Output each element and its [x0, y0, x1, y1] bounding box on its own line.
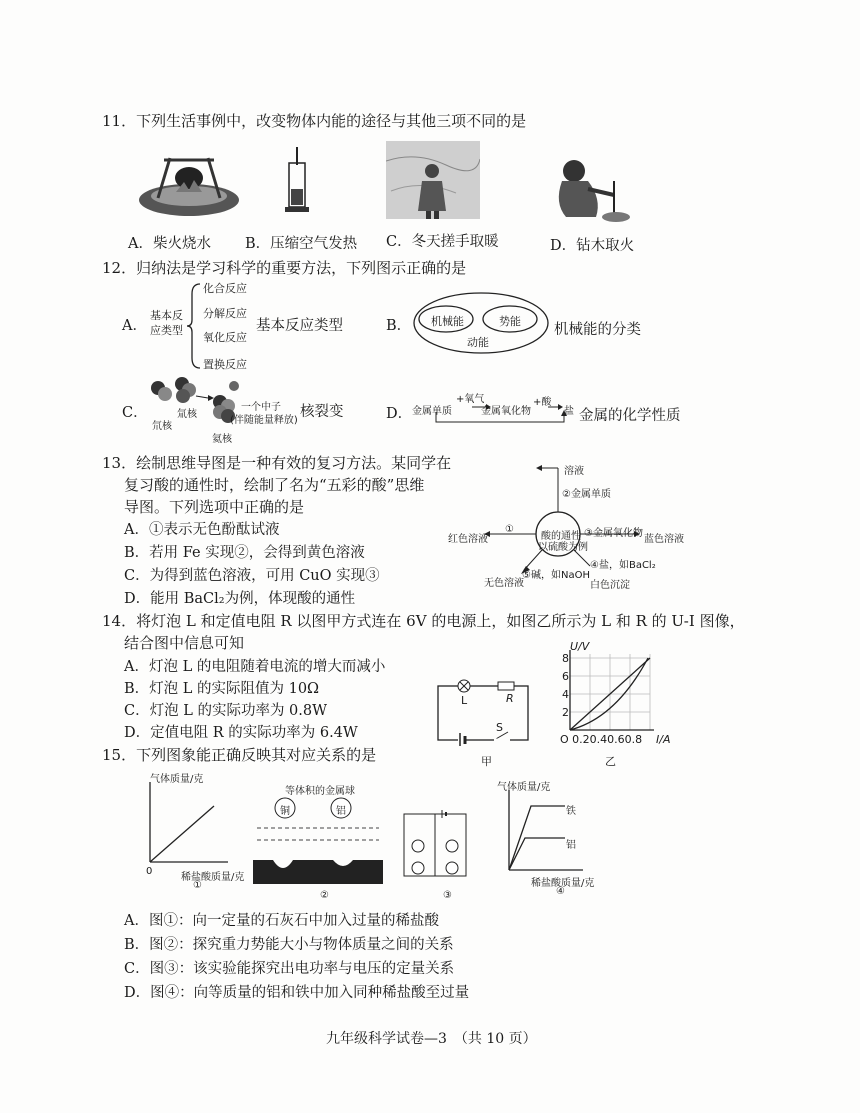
q12-d-edge2: +酸: [533, 397, 552, 408]
q13-map-n4b: 白色沉淀: [590, 580, 630, 591]
q12-a-brace: [186, 282, 202, 370]
q12-option-a-letter: A．: [122, 318, 147, 334]
q12-a-root2: 应类型: [150, 324, 183, 337]
q12-a-caption: 基本反应类型: [256, 318, 343, 334]
q15-fig1-num: ①: [193, 880, 202, 891]
q11-drill-fire-image: [544, 155, 634, 225]
q12-a-item-3: 氧化反应: [203, 331, 247, 344]
q12-d-node2: 金属氧化物: [481, 406, 531, 417]
q13-option-c: C．为得到蓝色溶液，可用 CuO 实现③: [124, 568, 380, 584]
q11-pump-image: [285, 145, 309, 215]
q15-fig1-xlabel: 稀盐酸质量/克: [181, 872, 245, 883]
q13-stem-line-2: 复习酸的通性时，绘制了名为“五彩的酸”思维: [124, 476, 425, 494]
q14-stem-line-2: 结合图中信息可知: [124, 634, 245, 652]
q12-c-he-label: 氦核: [212, 434, 232, 445]
q15-fig2-ball1: 铜: [280, 806, 290, 817]
q14-circuit-diagram: [434, 676, 534, 746]
q14-circuit-S: S: [496, 721, 503, 734]
q12-b-inner2: 势能: [499, 315, 521, 328]
q14-option-d: D．定值电阻 R 的实际功率为 6.4W: [124, 725, 358, 741]
q12-d-edge1: +氧气: [456, 394, 485, 405]
q15-fig2-ball2: 铝: [336, 806, 346, 817]
q12-option-b-letter: B．: [386, 318, 412, 334]
q14-graph-ytick-8: 8: [562, 652, 569, 665]
q15-fig2-num: ②: [320, 890, 329, 901]
q13-option-d: D．能用 BaCl₂为例，体现酸的通性: [124, 591, 356, 607]
q13-map-n5: ⑤碱，如NaOH: [522, 570, 590, 581]
q13-map-bottomleft: 无色溶液: [484, 578, 524, 589]
q12-stem: 12．归纳法是学习科学的重要方法，下列图示正确的是: [102, 259, 467, 277]
q15-fig1-origin: 0: [146, 866, 153, 877]
q12-option-c-letter: C．: [122, 405, 148, 421]
q15-fig1-graph: [146, 782, 230, 866]
q12-c-neutron-label: 一个中子: [241, 402, 281, 413]
q12-a-item-2: 分解反应: [203, 307, 247, 320]
q14-circuit-R: R: [506, 692, 514, 705]
q13-option-b: B．若用 Fe 实现②，会得到黄色溶液: [124, 545, 365, 561]
q15-fig4-s2: 铝: [566, 840, 576, 851]
q14-option-b: B．灯泡 L 的实际阻值为 10Ω: [124, 681, 320, 697]
q15-fig2-title: 等体积的金属球: [285, 786, 355, 797]
q14-option-a: A．灯泡 L 的电阻随着电流的增大而减小: [124, 659, 386, 675]
q12-c-h1-label: 氘核: [152, 421, 172, 432]
q13-map-n1: ①: [505, 524, 514, 535]
q12-d-node1: 金属单质: [412, 406, 452, 417]
q15-option-a: A．图①：向一定量的石灰石中加入过量的稀盐酸: [124, 913, 439, 929]
q12-a-item-1: 化合反应: [203, 282, 247, 295]
q11-option-c: C．冬天搓手取暖: [386, 234, 499, 250]
q15-option-b: B．图②：探究重力势能大小与物体质量之间的关系: [124, 937, 454, 953]
q14-graph-ylabel: U/V: [570, 640, 590, 653]
q14-ui-graph: [556, 648, 656, 744]
q14-circuit-L: L: [461, 694, 468, 707]
q12-option-d-letter: D．: [386, 406, 413, 422]
q14-stem-line-1: 14．将灯泡 L 和定值电阻 R 以图甲方式连在 6V 的电源上，如图乙所示为 L 和 R 的 U-I 图像，: [102, 612, 745, 630]
q15-fig3-circuit: [398, 806, 472, 884]
q12-a-root: 基本反: [150, 309, 183, 322]
q15-fig4-num: ④: [556, 886, 565, 897]
q13-option-a: A．①表示无色酚酞试液: [124, 522, 280, 538]
q14-graph-ytick-4: 4: [562, 688, 569, 701]
q12-a-item-4: 置换反应: [203, 358, 247, 371]
q12-c-h2-label: 氚核: [177, 409, 197, 420]
q13-map-n4: ④盐，如BaCl₂: [590, 560, 656, 571]
q13-map-n3: ③金属氧化物: [584, 528, 643, 539]
q11-option-d: D．钻木取火: [550, 238, 635, 254]
q14-option-c: C．灯泡 L 的实际功率为 0.8W: [124, 703, 328, 719]
q13-map-right: 蓝色溶液: [644, 534, 684, 545]
q11-stem: 11．下列生活事例中，改变物体内能的途径与其他三项不同的是: [102, 112, 527, 130]
q11-option-a: A．柴火烧水: [128, 236, 211, 252]
q12-b-inner1: 机械能: [431, 315, 464, 328]
q14-graph-caption: 乙: [605, 755, 616, 768]
q14-graph-ytick-2: 2: [562, 706, 569, 719]
q12-b-outer: 动能: [467, 336, 489, 349]
q11-fire-image: [136, 148, 242, 220]
q15-stem: 15．下列图象能正确反映其对应关系的是: [102, 746, 377, 764]
q12-c-energy-label: (伴随能量释放): [230, 415, 298, 426]
q14-graph-xlabel: I/A: [656, 733, 671, 746]
page-footer: 九年级科学试卷—3 （共 10 页）: [326, 1031, 537, 1047]
q15-fig1-ylabel: 气体质量/克: [150, 774, 204, 785]
q13-stem-line-3: 导图。下列选项中正确的是: [124, 498, 305, 516]
q14-graph-ytick-6: 6: [562, 670, 569, 683]
q13-map-left: 红色溶液: [448, 534, 488, 545]
q15-option-d: D．图④：向等质量的铝和铁中加入同种稀盐酸至过量: [124, 985, 470, 1001]
q14-graph-xticks: O 0.20.40.60.8: [560, 733, 643, 746]
q11-rubbing-hands-image: [386, 141, 480, 219]
q11-option-b: B．压缩空气发热: [245, 236, 358, 252]
q13-map-center1: 酸的通性: [541, 531, 581, 542]
q13-map-center2: 以硫酸为例: [538, 542, 588, 553]
q12-d-caption: 金属的化学性质: [579, 408, 681, 424]
q12-b-caption: 机械能的分类: [554, 322, 641, 338]
q15-fig4-ylabel: 气体质量/克: [497, 782, 551, 793]
q15-fig3-num: ③: [443, 890, 452, 901]
q13-stem-line-1: 13．绘制思维导图是一种有效的复习方法。某同学在: [102, 454, 452, 472]
q15-fig4-xlabel: 稀盐酸质量/克: [531, 878, 595, 889]
q15-fig2-diagram: [253, 796, 383, 884]
q13-map-top: 溶液: [564, 466, 584, 477]
q15-fig4-s1: 铁: [566, 806, 576, 817]
q12-d-node3: 盐: [564, 406, 574, 417]
q12-c-caption: 核裂变: [300, 404, 344, 420]
q14-circuit-caption: 甲: [481, 755, 492, 768]
q13-map-n2: ②金属单质: [562, 489, 611, 500]
q15-option-c: C．图③：该实验能探究出电功率与电压的定量关系: [124, 961, 455, 977]
